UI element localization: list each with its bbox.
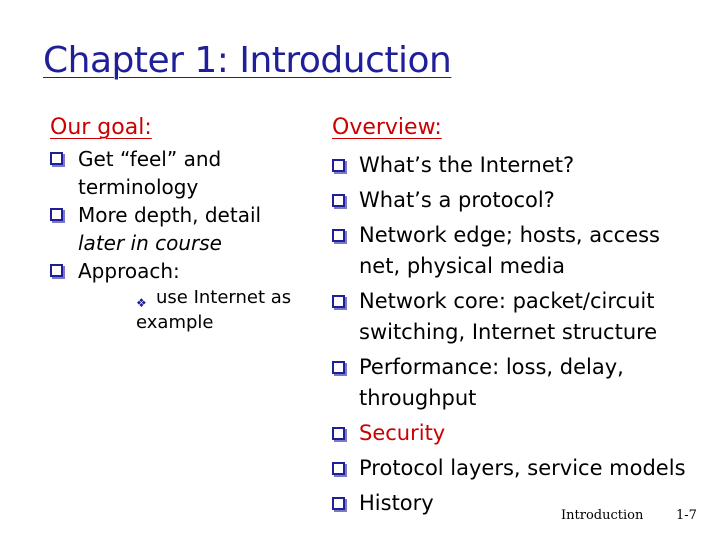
overview-item-line: Network edge; hosts, access [359,223,660,247]
goal-item [50,257,300,285]
left-heading: Our goal: [50,115,152,140]
goal-item-line: Get “feel” and [78,147,222,171]
diamond-bullet-icon: ❖ [136,296,147,310]
overview-item-line: Performance: loss, delay, [359,355,624,379]
overview-item [332,150,712,181]
page-number: 1-7 [676,508,697,523]
overview-item-line: net, physical media [359,254,565,278]
goal-item [50,201,300,257]
overview-item [332,220,712,282]
square-bullet-icon [332,361,345,374]
overview-item-line: throughput [359,386,477,410]
goal-list [50,145,300,335]
footer-section: Introduction [561,508,644,523]
goal-subitem [50,285,300,335]
right-heading: Overview: [332,115,442,140]
square-bullet-icon [50,152,63,165]
square-bullet-icon [332,159,345,172]
overview-item [332,185,712,216]
overview-item [332,453,712,484]
square-bullet-icon [50,264,63,277]
square-bullet-icon [332,229,345,242]
overview-list [332,150,712,523]
goal-item [50,145,300,201]
square-bullet-icon [50,208,63,221]
overview-item [332,286,712,348]
square-bullet-icon [332,462,345,475]
goal-item-line: later in course [78,231,222,255]
overview-item-line: Protocol layers, service models [359,456,686,480]
overview-item-line: History [359,491,434,515]
overview-item-line: What’s the Internet? [359,153,575,177]
goal-subitem-line: example [136,312,214,333]
slide-title: Chapter 1: Introduction [43,40,452,81]
square-bullet-icon [332,427,345,440]
square-bullet-icon [332,497,345,510]
goal-item-line: terminology [78,175,199,199]
goal-subitem-line: use Internet as [156,287,292,308]
overview-item [332,418,712,449]
square-bullet-icon [332,295,345,308]
overview-item-line: switching, Internet structure [359,320,658,344]
overview-item-line: Security [359,421,446,445]
overview-item [332,352,712,414]
square-bullet-icon [332,194,345,207]
goal-item-line: Approach: [78,259,180,283]
overview-item-line: What’s a protocol? [359,188,555,212]
goal-item-line: More depth, detail [78,203,262,227]
overview-item [332,488,712,519]
overview-item-line: Network core: packet/circuit [359,289,655,313]
